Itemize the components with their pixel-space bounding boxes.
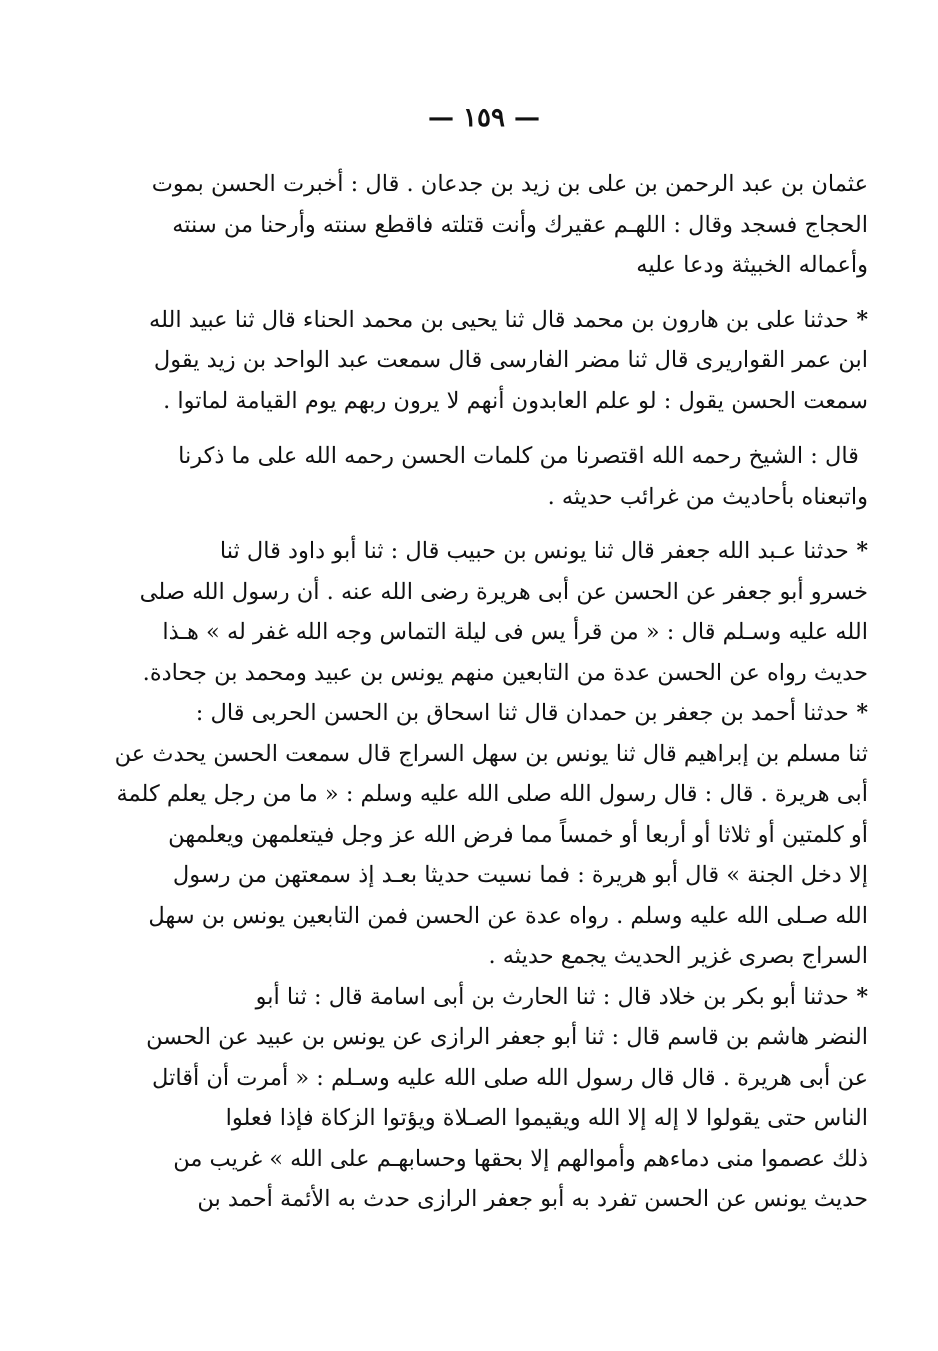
text-line	[100, 1179, 868, 1220]
text-line	[100, 1139, 868, 1180]
text-line	[100, 855, 868, 896]
line-text: أو كلمتين أو ثلاثا أو أربعا أو خمساً مما فرض الله عز وجل فيتعلمهن ويعلمهن	[168, 821, 868, 848]
text-line	[100, 205, 868, 246]
line-text: حدثنا أبو بكر بن خلاد قال : ثنا الحارث بن أبى اسامة قال : ثنا أبو	[255, 983, 849, 1010]
text-line	[100, 896, 868, 937]
line-text: حديث رواه عن الحسن عدة من التابعين منهم يونس بن عبيد ومحمد بن جحادة.	[142, 659, 868, 686]
line-text: سمعت الحسن يقول : لو علم العابدون أنهم لا يرون ربهم يوم القيامة لماتوا .	[163, 387, 868, 414]
page-number: — ١٥٩ —	[427, 103, 541, 133]
line-text: حدثنا أحمد بن جعفر بن حمدان قال ثنا اسحاق بن الحسن الحربى قال :	[195, 700, 849, 726]
text-line	[100, 381, 868, 422]
text-line	[100, 477, 868, 518]
line-text: ذلك عصموا منى دماءهم وأموالهم إلا بحقها وحسابهـم على الله » غريب من	[173, 1145, 868, 1172]
line-text: الله صـلى الله عليه وسلم . رواه عدة عن الحسن فمن التابعين يونس بن سهل	[148, 902, 868, 929]
line-text: عثمان بن عبد الرحمن بن على بن زيد بن جدعان . قال : أخبرت الحسن بموت	[151, 171, 868, 197]
line-text: أبى هريرة . قال : قال رسول الله صلى الله عليه وسلم : « ما من رجل يعلم كلمة	[116, 781, 868, 807]
line-text: الله عليه وسـلم قال : « من قرأ يس فى ليلة التماس وجه الله غفر له » هـذا	[162, 619, 868, 645]
text-line	[100, 572, 868, 613]
text-line	[100, 774, 868, 815]
text-line	[100, 936, 868, 977]
text-line	[100, 340, 868, 381]
line-text: وأعماله الخبيثة ودعا عليه	[636, 252, 868, 278]
text-line	[100, 977, 868, 1018]
paragraph	[100, 164, 868, 286]
text-line	[100, 1058, 868, 1099]
paragraph	[100, 435, 868, 517]
line-text: حدثنا عـبد الله جعفر قال ثنا يونس بن حبيب قال : ثنا أبو داود قال ثنا	[219, 538, 849, 564]
line-text: إلا دخل الجنة » قال أبو هريرة : فما نسيت حديثا بعـد إذ سمعتهن من رسول	[172, 862, 868, 888]
line-text: الناس حتى يقولوا لا إله إلا الله ويقيموا الصـلاة ويؤتوا الزكاة فإذا فعلوا	[225, 1105, 868, 1131]
text-line	[100, 245, 868, 286]
line-text: حدثنا على بن هارون بن محمد قال ثنا يحيى بن محمد الحناء قال ثنا عبيد الله	[149, 306, 849, 333]
text-line	[100, 612, 868, 653]
line-text: عن أبى هريرة . قال قال رسول الله صلى الله عليه وسـلم : « أمرت أن أقاتل	[152, 1064, 868, 1091]
section-marker: *	[848, 700, 868, 726]
section-marker: ۚ	[858, 440, 868, 470]
line-text: الحجاج فسجد وقال : اللهـم عقيرك وأنت قتلته فاقطع سنته وأرحنا من سنته	[172, 211, 868, 238]
text-line	[100, 815, 868, 856]
line-text: ابن عمر القواريرى قال ثنا مضر الفارسى قال سمعت عبد الواحد بن زيد يقول	[153, 347, 868, 373]
paragraph	[100, 977, 868, 1220]
section-marker: *	[848, 538, 868, 564]
text-line	[100, 300, 868, 341]
text-line	[100, 1098, 868, 1139]
paragraph	[100, 300, 868, 422]
section-marker: *	[848, 983, 868, 1010]
line-text: ثنا مسلم بن إبراهيم قال ثنا يونس بن سهل السراج قال سمعت الحسن يحدث عن	[114, 740, 868, 767]
line-text: حديث يونس عن الحسن تفرد به أبو جعفر الرازى حدث به الأئمة أحمد بن	[197, 1186, 868, 1212]
text-line	[100, 531, 868, 572]
text-line	[100, 653, 868, 694]
line-text: خسرو أبو جعفر عن الحسن عن أبى هريرة رضى الله عنه . أن رسول الله صلى	[139, 578, 868, 605]
line-text: السراج بصرى غزير الحديث يجمع حديثه .	[488, 943, 868, 969]
text-line	[100, 1017, 868, 1058]
line-text: واتبعناه بأحاديث من غرائب حديثه .	[547, 483, 868, 510]
line-text: قال : الشيخ رحمه الله اقتصرنا من كلمات الحسن رحمه الله على ما ذكرنا	[178, 443, 859, 469]
section-marker: *	[848, 306, 868, 333]
text-line	[100, 734, 868, 775]
paragraph	[100, 531, 868, 693]
text-line	[100, 435, 868, 477]
text-line	[100, 693, 868, 734]
paragraph	[100, 693, 868, 977]
text-line	[100, 164, 868, 205]
line-text: النضر هاشم بن قاسم قال : ثنا أبو جعفر الرازى عن يونس بن عبيد عن الحسن	[146, 1024, 868, 1050]
page-body	[100, 164, 868, 1220]
